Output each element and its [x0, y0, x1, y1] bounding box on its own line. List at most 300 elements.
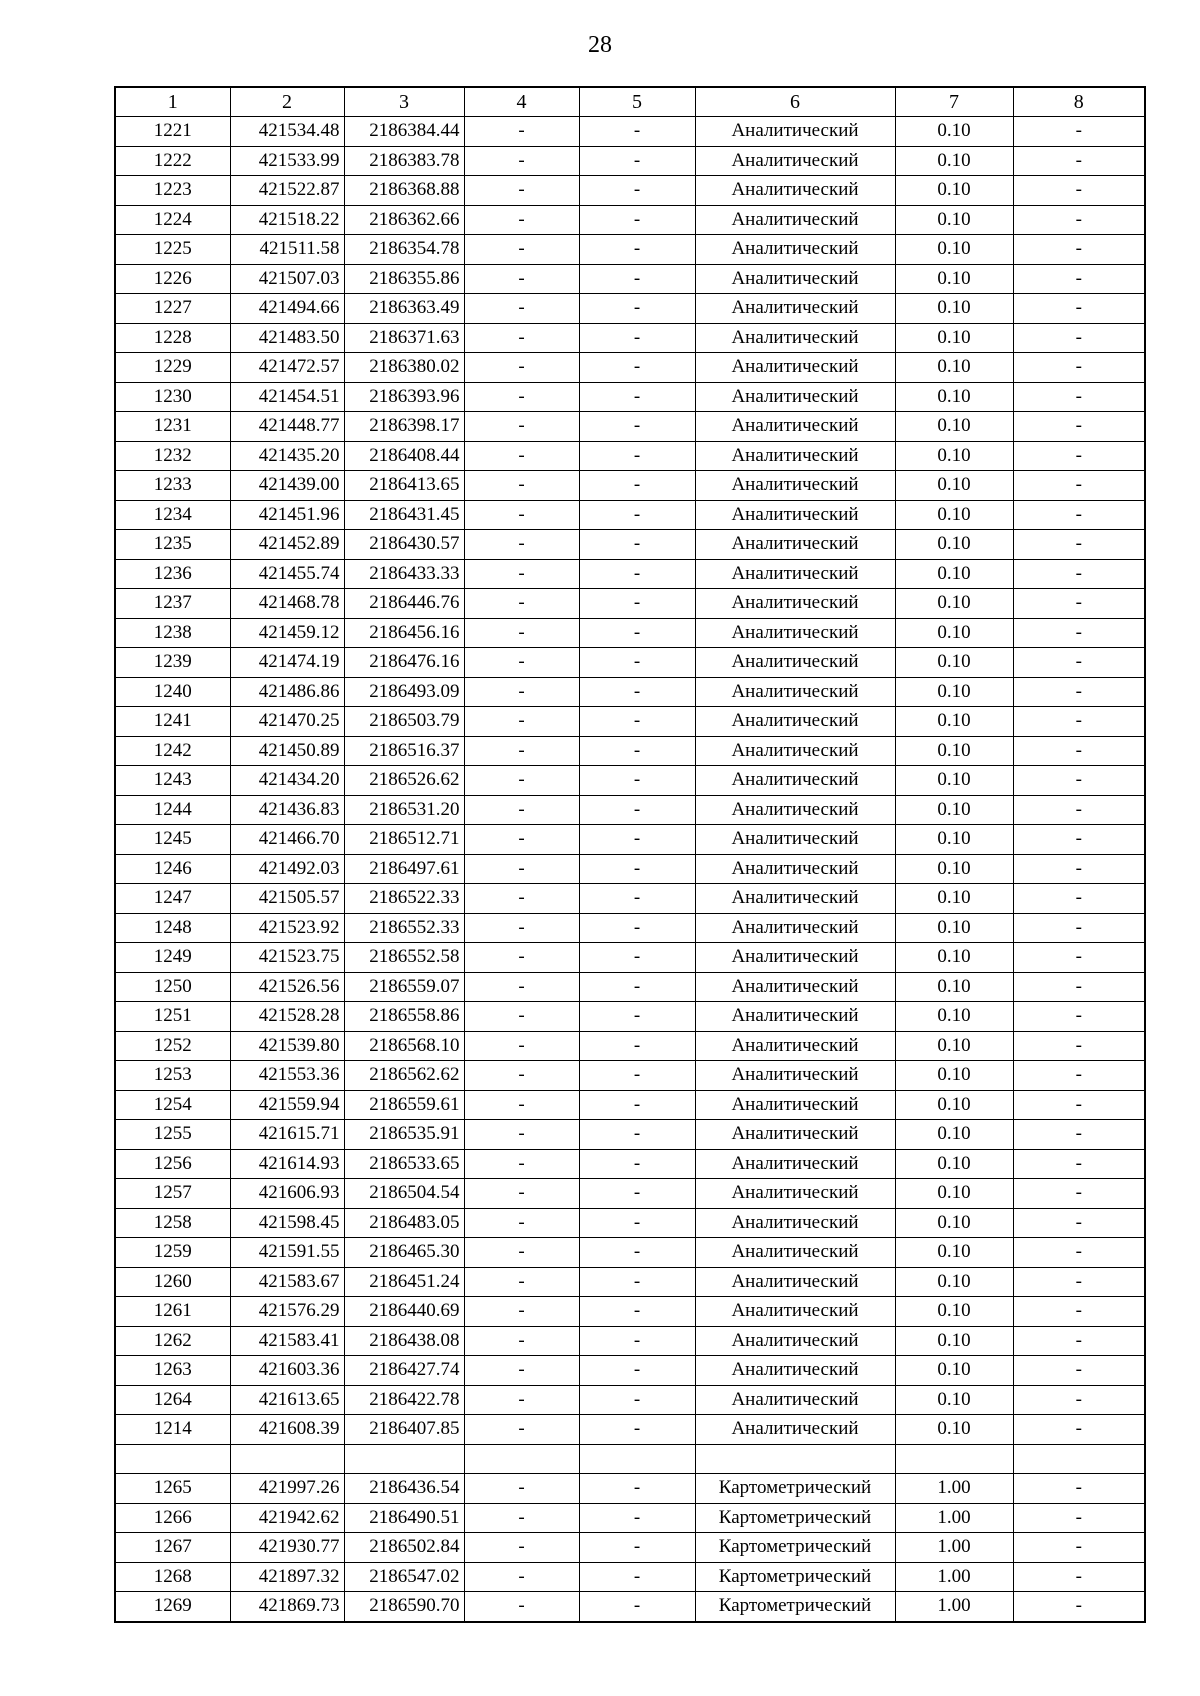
table-row — [115, 589, 1145, 619]
table-cell-col-6: Аналитический — [695, 677, 895, 707]
table-cell-col-3: 2186568.10 — [344, 1031, 464, 1061]
table-cell-col-8: - — [1013, 146, 1145, 176]
table-cell-col-5: - — [579, 530, 695, 560]
table-cell-col-5: - — [579, 1120, 695, 1150]
table-cell-col-3: 2186552.58 — [344, 943, 464, 973]
table-cell-col-5: - — [579, 1090, 695, 1120]
table-cell-col-2: 421591.55 — [230, 1238, 344, 1268]
header-row — [115, 87, 1145, 117]
table-cell-col-2: 421468.78 — [230, 589, 344, 619]
table-cell-col-2: 421559.94 — [230, 1090, 344, 1120]
table-cell-col-7: 0.10 — [895, 1297, 1013, 1327]
table-cell-col-2: 421459.12 — [230, 618, 344, 648]
table-cell-col-1: 1243 — [115, 766, 230, 796]
table-cell-col-7: 0.10 — [895, 1061, 1013, 1091]
table-cell-col-1: 1233 — [115, 471, 230, 501]
table-cell-col-5: - — [579, 766, 695, 796]
table-row — [115, 1267, 1145, 1297]
table-cell-col-3: 2186533.65 — [344, 1149, 464, 1179]
table-row — [115, 1503, 1145, 1533]
table-cell-col-5: - — [579, 294, 695, 324]
table-cell-col-7: 0.10 — [895, 412, 1013, 442]
table-row — [115, 205, 1145, 235]
table-cell-col-4: - — [464, 1208, 579, 1238]
table-cell-col-8: - — [1013, 500, 1145, 530]
table-cell-col-7: 0.10 — [895, 235, 1013, 265]
table-cell-col-3: 2186476.16 — [344, 648, 464, 678]
table-cell-col-3: 2186430.57 — [344, 530, 464, 560]
table-cell-col-8: - — [1013, 1533, 1145, 1563]
table-cell-col-2: 421448.77 — [230, 412, 344, 442]
table-cell-col-3: 2186502.84 — [344, 1533, 464, 1563]
table-cell-col-2: 421492.03 — [230, 854, 344, 884]
table-cell-col-1: 1265 — [115, 1474, 230, 1504]
table-cell-col-2: 421614.93 — [230, 1149, 344, 1179]
table-cell-col-1: 1259 — [115, 1238, 230, 1268]
table-row — [115, 146, 1145, 176]
table-cell-col-7: 1.00 — [895, 1474, 1013, 1504]
table-cell-col-4: - — [464, 294, 579, 324]
table-cell-col-7: 1.00 — [895, 1592, 1013, 1622]
table-cell-col-8: - — [1013, 1356, 1145, 1386]
table-cell-col-7: 0.10 — [895, 500, 1013, 530]
table-row — [115, 382, 1145, 412]
table-row — [115, 1149, 1145, 1179]
coordinates-table — [114, 86, 1146, 1623]
table-row — [115, 1031, 1145, 1061]
table-cell-col-6: Аналитический — [695, 559, 895, 589]
table-cell-col-2: 421534.48 — [230, 117, 344, 147]
table-cell-col-2: 421505.57 — [230, 884, 344, 914]
table-cell-col-6: Аналитический — [695, 1415, 895, 1445]
table-cell-col-5: - — [579, 353, 695, 383]
table-cell-col-8: - — [1013, 736, 1145, 766]
table-cell-col-4: - — [464, 1238, 579, 1268]
table-cell-col-7: 0.10 — [895, 913, 1013, 943]
table-cell-col-1: 1238 — [115, 618, 230, 648]
table-cell-col-6: Аналитический — [695, 1208, 895, 1238]
table-row — [115, 1297, 1145, 1327]
table-cell-col-4: - — [464, 471, 579, 501]
table-cell-col-6: Аналитический — [695, 589, 895, 619]
table-row — [115, 441, 1145, 471]
table-cell-col-1: 1252 — [115, 1031, 230, 1061]
table-cell-col-7: 0.10 — [895, 825, 1013, 855]
table-cell-col-1: 1240 — [115, 677, 230, 707]
table-cell-col-2: 421608.39 — [230, 1415, 344, 1445]
table-cell-col-1: 1222 — [115, 146, 230, 176]
table-cell-col-6: Аналитический — [695, 825, 895, 855]
table-cell-col-7: 0.10 — [895, 382, 1013, 412]
table-cell-col-2: 421930.77 — [230, 1533, 344, 1563]
table-cell-col-4: - — [464, 1356, 579, 1386]
table-cell-col-5: - — [579, 1592, 695, 1622]
table-cell-col-2: 421450.89 — [230, 736, 344, 766]
table-cell-col-2: 421615.71 — [230, 1120, 344, 1150]
table-cell-col-7: 0.10 — [895, 1149, 1013, 1179]
table-cell-col-1: 1239 — [115, 648, 230, 678]
table-row — [115, 353, 1145, 383]
table-cell-col-5: - — [579, 176, 695, 206]
table-cell-col-6: Аналитический — [695, 1297, 895, 1327]
table-cell-col-8: - — [1013, 1208, 1145, 1238]
table-cell-col-6: Аналитический — [695, 1326, 895, 1356]
table-cell-col-2: 421455.74 — [230, 559, 344, 589]
table-cell-col-8: - — [1013, 884, 1145, 914]
table-cell-col-8: - — [1013, 825, 1145, 855]
table-body — [115, 117, 1145, 1622]
table-cell-col-6: Аналитический — [695, 294, 895, 324]
table-cell-col-7: 1.00 — [895, 1562, 1013, 1592]
table-cell-col-5: - — [579, 1356, 695, 1386]
table-cell-col-6: Аналитический — [695, 1120, 895, 1150]
table-cell-col-1: 1260 — [115, 1267, 230, 1297]
table-cell-col-7: 1.00 — [895, 1533, 1013, 1563]
table-cell-col-2: 421869.73 — [230, 1592, 344, 1622]
table-cell-col-6: Аналитический — [695, 176, 895, 206]
table-cell-col-5: - — [579, 205, 695, 235]
table-cell-col-5: - — [579, 1002, 695, 1032]
table-cell-col-6: Аналитический — [695, 1061, 895, 1091]
table-cell-col-8: - — [1013, 1592, 1145, 1622]
table-cell-col-4: - — [464, 205, 579, 235]
table-cell-col-7: 0.10 — [895, 943, 1013, 973]
table-cell-col-1: 1267 — [115, 1533, 230, 1563]
table-cell-col-5: - — [579, 235, 695, 265]
table-cell-col-3: 2186413.65 — [344, 471, 464, 501]
table-cell-col-8: - — [1013, 766, 1145, 796]
table-cell-col-4: - — [464, 323, 579, 353]
table-cell-col-7: 0.10 — [895, 766, 1013, 796]
table-row — [115, 235, 1145, 265]
table-cell-col-6: Аналитический — [695, 412, 895, 442]
table-row — [115, 648, 1145, 678]
table-cell-col-5: - — [579, 795, 695, 825]
table-cell-col-1: 1226 — [115, 264, 230, 294]
table-row — [115, 1415, 1145, 1445]
table-cell-col-7: 0.10 — [895, 117, 1013, 147]
table-cell-col-6: Картометрический — [695, 1503, 895, 1533]
table-cell-col-4: - — [464, 766, 579, 796]
table-row — [115, 854, 1145, 884]
table-row — [115, 618, 1145, 648]
table-cell-col-4: - — [464, 707, 579, 737]
table-cell-col-2 — [230, 1444, 344, 1474]
table-cell-col-5: - — [579, 736, 695, 766]
table-row — [115, 1120, 1145, 1150]
column-header-8: 8 — [1013, 87, 1145, 117]
table-cell-col-6: Аналитический — [695, 1267, 895, 1297]
table-cell-col-3: 2186398.17 — [344, 412, 464, 442]
table-cell-col-7: 0.10 — [895, 471, 1013, 501]
table-cell-col-2: 421576.29 — [230, 1297, 344, 1327]
table-cell-col-3: 2186407.85 — [344, 1415, 464, 1445]
table-cell-col-2: 421439.00 — [230, 471, 344, 501]
table-cell-col-4: - — [464, 943, 579, 973]
table-row — [115, 943, 1145, 973]
table-row — [115, 294, 1145, 324]
table-cell-col-6: Аналитический — [695, 618, 895, 648]
table-cell-col-8: - — [1013, 1267, 1145, 1297]
table-row — [115, 766, 1145, 796]
table-row — [115, 530, 1145, 560]
table-row — [115, 913, 1145, 943]
table-cell-col-5: - — [579, 913, 695, 943]
table-cell-col-5: - — [579, 323, 695, 353]
table-cell-col-7: 0.10 — [895, 441, 1013, 471]
table-cell-col-6: Аналитический — [695, 943, 895, 973]
table-cell-col-5: - — [579, 1562, 695, 1592]
table-cell-col-1: 1224 — [115, 205, 230, 235]
table-cell-col-5: - — [579, 1061, 695, 1091]
table-cell-col-6: Аналитический — [695, 884, 895, 914]
table-cell-col-2: 421518.22 — [230, 205, 344, 235]
table-cell-col-4: - — [464, 1149, 579, 1179]
table-cell-col-7: 0.10 — [895, 205, 1013, 235]
table-cell-col-1: 1250 — [115, 972, 230, 1002]
table-cell-col-7: 0.10 — [895, 1031, 1013, 1061]
table-cell-col-3: 2186383.78 — [344, 146, 464, 176]
table-cell-col-7: 0.10 — [895, 854, 1013, 884]
table-cell-col-3: 2186535.91 — [344, 1120, 464, 1150]
table-cell-col-4: - — [464, 589, 579, 619]
table-cell-col-1: 1258 — [115, 1208, 230, 1238]
table-cell-col-7: 0.10 — [895, 677, 1013, 707]
table-cell-col-2: 421897.32 — [230, 1562, 344, 1592]
table-row — [115, 825, 1145, 855]
table-cell-col-7: 0.10 — [895, 1385, 1013, 1415]
table-cell-col-4: - — [464, 500, 579, 530]
table-cell-col-3: 2186493.09 — [344, 677, 464, 707]
table-row — [115, 1592, 1145, 1622]
table-cell-col-7: 1.00 — [895, 1503, 1013, 1533]
table-cell-col-8: - — [1013, 412, 1145, 442]
table-cell-col-4: - — [464, 353, 579, 383]
table-cell-col-6: Аналитический — [695, 766, 895, 796]
table-cell-col-1: 1227 — [115, 294, 230, 324]
table-cell-col-1: 1214 — [115, 1415, 230, 1445]
table-cell-col-5: - — [579, 854, 695, 884]
table-cell-col-6: Аналитический — [695, 913, 895, 943]
table-cell-col-8: - — [1013, 1179, 1145, 1209]
table-cell-col-2: 421454.51 — [230, 382, 344, 412]
table-cell-col-7: 0.10 — [895, 1002, 1013, 1032]
table-cell-col-6: Аналитический — [695, 1385, 895, 1415]
table-cell-col-1: 1234 — [115, 500, 230, 530]
table-cell-col-4: - — [464, 1326, 579, 1356]
table-cell-col-7: 0.10 — [895, 618, 1013, 648]
table-cell-col-3: 2186355.86 — [344, 264, 464, 294]
table-cell-col-3: 2186559.61 — [344, 1090, 464, 1120]
table-cell-col-8: - — [1013, 1061, 1145, 1091]
table-cell-col-2: 421435.20 — [230, 441, 344, 471]
table-cell-col-8: - — [1013, 1297, 1145, 1327]
table-cell-col-1: 1262 — [115, 1326, 230, 1356]
table-cell-col-7: 0.10 — [895, 294, 1013, 324]
table-cell-col-7: 0.10 — [895, 1326, 1013, 1356]
table-cell-col-4: - — [464, 1562, 579, 1592]
table-cell-col-8: - — [1013, 205, 1145, 235]
table-cell-col-2: 421486.86 — [230, 677, 344, 707]
table-cell-col-8: - — [1013, 618, 1145, 648]
table-cell-col-7: 0.10 — [895, 884, 1013, 914]
table-cell-col-8: - — [1013, 1238, 1145, 1268]
table-cell-col-8: - — [1013, 441, 1145, 471]
table-cell-col-4: - — [464, 264, 579, 294]
table-cell-col-7: 0.10 — [895, 1415, 1013, 1445]
table-cell-col-8: - — [1013, 913, 1145, 943]
table-row — [115, 559, 1145, 589]
table-cell-col-6: Аналитический — [695, 205, 895, 235]
table-cell-col-8: - — [1013, 1326, 1145, 1356]
table-cell-col-3: 2186354.78 — [344, 235, 464, 265]
table-cell-col-5: - — [579, 1503, 695, 1533]
table-cell-col-6: Аналитический — [695, 795, 895, 825]
table-cell-col-4: - — [464, 1533, 579, 1563]
table-cell-col-8: - — [1013, 1562, 1145, 1592]
table-cell-col-6: Аналитический — [695, 323, 895, 353]
table-cell-col-7: 0.10 — [895, 795, 1013, 825]
table-cell-col-3: 2186451.24 — [344, 1267, 464, 1297]
table-cell-col-5: - — [579, 1415, 695, 1445]
table-cell-col-4: - — [464, 795, 579, 825]
table-cell-col-3: 2186526.62 — [344, 766, 464, 796]
table-cell-col-1: 1253 — [115, 1061, 230, 1091]
table-cell-col-3: 2186465.30 — [344, 1238, 464, 1268]
table-row — [115, 1533, 1145, 1563]
table-cell-col-1: 1269 — [115, 1592, 230, 1622]
table-cell-col-4: - — [464, 677, 579, 707]
table-cell-col-2: 421474.19 — [230, 648, 344, 678]
table-row — [115, 323, 1145, 353]
table-row — [115, 795, 1145, 825]
table-cell-col-6: Аналитический — [695, 736, 895, 766]
table-cell-col-4: - — [464, 1267, 579, 1297]
table-cell-col-3: 2186363.49 — [344, 294, 464, 324]
table-cell-col-8: - — [1013, 353, 1145, 383]
table-cell-col-1: 1225 — [115, 235, 230, 265]
table-cell-col-3: 2186422.78 — [344, 1385, 464, 1415]
table-cell-col-6: Аналитический — [695, 353, 895, 383]
table-cell-col-5: - — [579, 677, 695, 707]
table-cell-col-8: - — [1013, 117, 1145, 147]
table-cell-col-7: 0.10 — [895, 1267, 1013, 1297]
table-cell-col-8: - — [1013, 1503, 1145, 1533]
table-cell-col-3: 2186483.05 — [344, 1208, 464, 1238]
table-cell-col-5: - — [579, 1238, 695, 1268]
table-cell-col-7: 0.10 — [895, 1090, 1013, 1120]
column-header-2: 2 — [230, 87, 344, 117]
table-cell-col-4: - — [464, 972, 579, 1002]
table-cell-col-6: Аналитический — [695, 471, 895, 501]
table-cell-col-1: 1251 — [115, 1002, 230, 1032]
table-cell-col-6: Аналитический — [695, 1031, 895, 1061]
column-header-3: 3 — [344, 87, 464, 117]
table-cell-col-1 — [115, 1444, 230, 1474]
table-row — [115, 736, 1145, 766]
table-cell-col-3: 2186552.33 — [344, 913, 464, 943]
table-cell-col-6: Аналитический — [695, 1179, 895, 1209]
table-cell-col-2: 421583.41 — [230, 1326, 344, 1356]
table-cell-col-5 — [579, 1444, 695, 1474]
table-cell-col-6: Картометрический — [695, 1592, 895, 1622]
table-cell-col-5: - — [579, 412, 695, 442]
table-cell-col-4: - — [464, 117, 579, 147]
table-cell-col-8: - — [1013, 176, 1145, 206]
table-cell-col-5: - — [579, 707, 695, 737]
table-cell-col-4: - — [464, 412, 579, 442]
table-cell-col-6: Аналитический — [695, 1149, 895, 1179]
table-cell-col-8: - — [1013, 264, 1145, 294]
table-row — [115, 471, 1145, 501]
table-cell-col-5: - — [579, 1474, 695, 1504]
table-cell-col-3: 2186362.66 — [344, 205, 464, 235]
table-cell-col-8: - — [1013, 471, 1145, 501]
table-cell-col-8: - — [1013, 677, 1145, 707]
table-cell-col-4: - — [464, 235, 579, 265]
table-cell-col-3: 2186440.69 — [344, 1297, 464, 1327]
table-cell-col-8: - — [1013, 1120, 1145, 1150]
table-cell-col-1: 1268 — [115, 1562, 230, 1592]
table-cell-col-3: 2186497.61 — [344, 854, 464, 884]
table-cell-col-2: 421472.57 — [230, 353, 344, 383]
column-header-6: 6 — [695, 87, 895, 117]
table-cell-col-6: Аналитический — [695, 235, 895, 265]
table-cell-col-2: 421533.99 — [230, 146, 344, 176]
table-cell-col-4: - — [464, 382, 579, 412]
table-cell-col-1: 1254 — [115, 1090, 230, 1120]
table-cell-col-5: - — [579, 1179, 695, 1209]
table-cell-col-6: Картометрический — [695, 1533, 895, 1563]
table-cell-col-1: 1230 — [115, 382, 230, 412]
table-cell-col-4: - — [464, 1297, 579, 1327]
table-row — [115, 1562, 1145, 1592]
table-cell-col-4: - — [464, 1031, 579, 1061]
table-cell-col-4: - — [464, 1120, 579, 1150]
table-cell-col-2: 421452.89 — [230, 530, 344, 560]
table-cell-col-1: 1245 — [115, 825, 230, 855]
table-cell-col-5: - — [579, 1208, 695, 1238]
table-cell-col-4: - — [464, 146, 579, 176]
table-cell-col-3: 2186446.76 — [344, 589, 464, 619]
table-cell-col-4: - — [464, 1503, 579, 1533]
table-cell-col-3: 2186380.02 — [344, 353, 464, 383]
table-cell-col-2: 421434.20 — [230, 766, 344, 796]
table-cell-col-5: - — [579, 1267, 695, 1297]
table-cell-col-6: Аналитический — [695, 707, 895, 737]
table-cell-col-3: 2186547.02 — [344, 1562, 464, 1592]
table-cell-col-3: 2186384.44 — [344, 117, 464, 147]
table-cell-col-6: Аналитический — [695, 441, 895, 471]
table-cell-col-8: - — [1013, 235, 1145, 265]
table-row — [115, 1238, 1145, 1268]
table-cell-col-3: 2186559.07 — [344, 972, 464, 1002]
table-row — [115, 1326, 1145, 1356]
table-cell-col-5: - — [579, 500, 695, 530]
table-row — [115, 1208, 1145, 1238]
table-cell-col-8: - — [1013, 1474, 1145, 1504]
table-cell-col-7: 0.10 — [895, 736, 1013, 766]
table-cell-col-7: 0.10 — [895, 972, 1013, 1002]
table-cell-col-2: 421451.96 — [230, 500, 344, 530]
table-cell-col-2: 421606.93 — [230, 1179, 344, 1209]
table-row — [115, 884, 1145, 914]
table-cell-col-7: 0.10 — [895, 707, 1013, 737]
table-row — [115, 1061, 1145, 1091]
table-cell-col-8: - — [1013, 294, 1145, 324]
table-cell-col-1: 1244 — [115, 795, 230, 825]
table-cell-col-8: - — [1013, 559, 1145, 589]
